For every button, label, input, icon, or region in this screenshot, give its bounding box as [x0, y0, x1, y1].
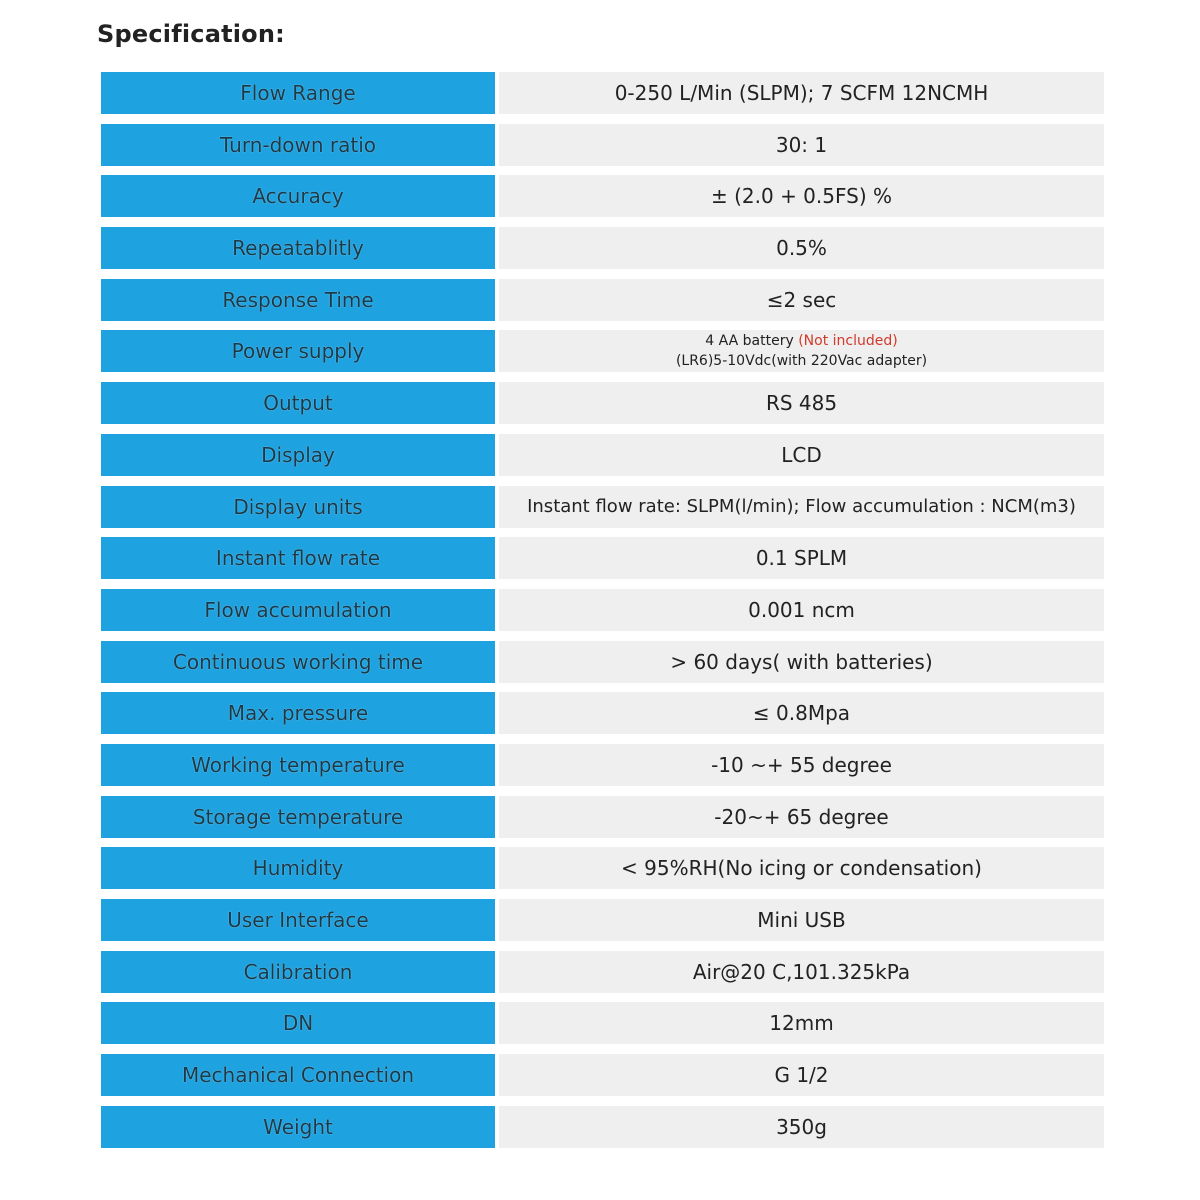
spec-label: Storage temperature — [101, 796, 495, 838]
spec-value — [499, 175, 1104, 217]
spec-row-weight — [101, 1106, 1104, 1148]
spec-row-flow-range — [101, 72, 1104, 114]
spec-value-text: -20~+ 65 degree — [714, 804, 889, 829]
spec-value-text: 4 AA battery — [705, 333, 794, 350]
spec-value-note: (Not included) — [798, 333, 898, 350]
spec-row-display — [101, 434, 1104, 476]
spec-label: Response Time — [101, 279, 495, 321]
spec-value — [499, 330, 1104, 372]
spec-row-turn-down-ratio — [101, 124, 1104, 166]
spec-label: Instant flow rate — [101, 537, 495, 579]
spec-value-text: Mini USB — [757, 908, 846, 932]
spec-value — [499, 124, 1104, 166]
spec-label: Display units — [101, 486, 495, 528]
spec-label: Turn-down ratio — [101, 124, 495, 166]
spec-value — [499, 847, 1104, 889]
spec-value-text: Instant flow rate: SLPM(l/min); Flow accumulation : NCM(m3) — [527, 496, 1076, 517]
spec-value — [499, 537, 1104, 579]
spec-label: User Interface — [101, 899, 495, 941]
spec-row-accuracy — [101, 175, 1104, 217]
spec-label: Max. pressure — [101, 692, 495, 734]
spec-value-text: > 60 days( with batteries) — [670, 649, 933, 674]
spec-row-output — [101, 382, 1104, 424]
spec-value — [499, 1002, 1104, 1044]
spec-label: Flow accumulation — [101, 589, 495, 631]
spec-row-storage-temperature — [101, 796, 1104, 838]
spec-value-line — [705, 331, 897, 351]
spec-label: Weight — [101, 1106, 495, 1148]
spec-value — [499, 434, 1104, 476]
spec-value-text: 12mm — [769, 1011, 834, 1036]
spec-value-line-2: (LR6)5-10Vdc(with 220Vac adapter) — [675, 353, 928, 370]
spec-value-text: -10 ~+ 55 degree — [711, 752, 892, 777]
spec-row-max-pressure — [101, 692, 1104, 734]
spec-value — [499, 692, 1104, 734]
spec-value-text: 350g — [776, 1114, 827, 1139]
spec-table — [101, 72, 1104, 1157]
spec-value — [499, 951, 1104, 993]
spec-value — [499, 641, 1104, 683]
spec-label: Continuous working time — [101, 641, 495, 683]
spec-value — [499, 744, 1104, 786]
spec-row-mechanical-connection — [101, 1054, 1104, 1096]
spec-label: Accuracy — [101, 175, 495, 217]
spec-label: Mechanical Connection — [101, 1054, 495, 1096]
spec-row-instant-flow-rate — [101, 537, 1104, 579]
spec-value — [499, 796, 1104, 838]
spec-value — [499, 1106, 1104, 1148]
spec-row-repeatability — [101, 227, 1104, 269]
spec-label: Humidity — [101, 847, 495, 889]
spec-label: Working temperature — [101, 744, 495, 786]
spec-value — [499, 899, 1104, 941]
spec-value-text: ≤2 sec — [766, 287, 837, 312]
spec-value — [499, 72, 1104, 114]
spec-value — [499, 589, 1104, 631]
spec-value-text: 30: 1 — [775, 132, 828, 157]
spec-value-text: ≤ 0.8Mpa — [752, 701, 851, 726]
spec-value-text: 0.5% — [776, 236, 827, 261]
spec-label: Display — [101, 434, 495, 476]
spec-row-power-supply — [101, 330, 1104, 372]
spec-row-continuous-working-time — [101, 641, 1104, 683]
spec-value-text: ± (2.0 + 0.5FS) % — [710, 184, 892, 209]
spec-value-text: LCD — [781, 442, 822, 467]
spec-value-text: 0-250 L/Min (SLPM); 7 SCFM 12NCMH — [614, 81, 989, 105]
spec-value-text: < 95%RH(No icing or condensation) — [621, 856, 982, 881]
spec-row-response-time — [101, 279, 1104, 321]
spec-row-calibration — [101, 951, 1104, 993]
spec-label: Calibration — [101, 951, 495, 993]
spec-row-working-temperature — [101, 744, 1104, 786]
spec-label: Flow Range — [101, 72, 495, 114]
page-title: Specification: — [97, 20, 285, 48]
spec-value-text: Air@20 C,101.325kPa — [692, 959, 911, 984]
spec-value — [499, 227, 1104, 269]
spec-value — [499, 279, 1104, 321]
spec-value-text: G 1/2 — [774, 1063, 829, 1088]
spec-value-text: 0.1 SPLM — [755, 546, 848, 571]
spec-label: DN — [101, 1002, 495, 1044]
spec-label: Repeatablitly — [101, 227, 495, 269]
spec-row-humidity — [101, 847, 1104, 889]
spec-row-display-units — [101, 486, 1104, 528]
spec-label: Power supply — [101, 330, 495, 372]
spec-value — [499, 382, 1104, 424]
spec-row-dn — [101, 1002, 1104, 1044]
spec-value — [499, 1054, 1104, 1096]
spec-value — [499, 486, 1104, 528]
spec-value-text: RS 485 — [765, 391, 838, 416]
spec-value-text: 0.001 ncm — [748, 597, 855, 622]
spec-row-user-interface — [101, 899, 1104, 941]
spec-label: Output — [101, 382, 495, 424]
spec-row-flow-accumulation — [101, 589, 1104, 631]
